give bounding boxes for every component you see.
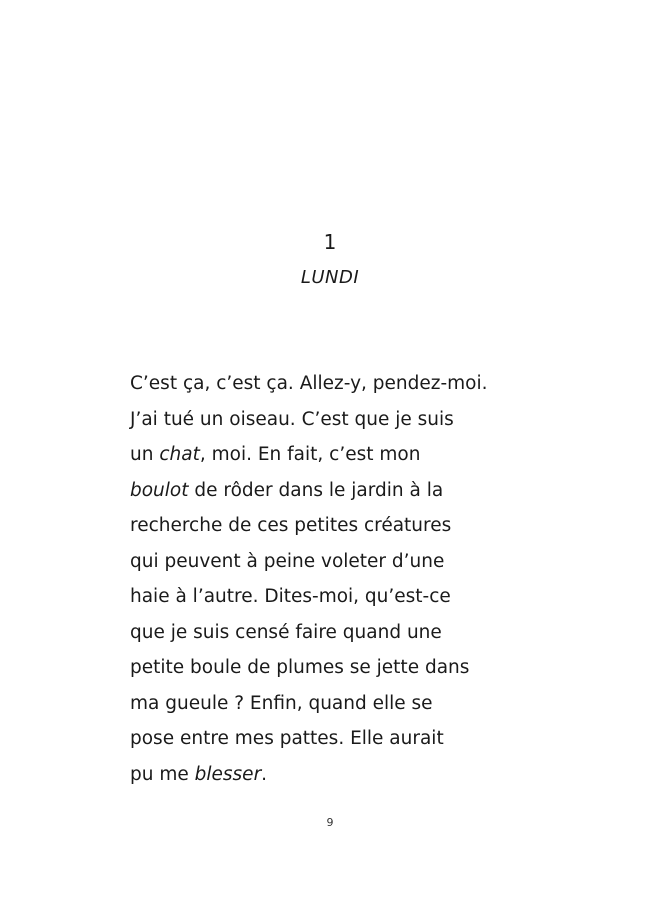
text-segment: . <box>261 763 268 785</box>
text-line <box>130 615 550 651</box>
text-segment: pose entre mes pattes. Elle aurait <box>130 728 444 749</box>
text-line <box>130 366 550 402</box>
text-segment: qui peuvent à peine voleter d’une <box>130 550 445 572</box>
text-segment: petite boule de plumes se jette dans <box>130 657 470 678</box>
text-line <box>130 721 550 757</box>
body-paragraph <box>130 366 550 792</box>
text-line <box>130 402 550 438</box>
text-segment: ma gueule ? Enfin, quand elle se <box>130 692 433 714</box>
text-line <box>130 544 550 580</box>
chapter-number: 1 <box>323 230 337 254</box>
text-segment: que je suis censé faire quand une <box>130 621 442 643</box>
text-line <box>130 757 550 793</box>
text-segment: un <box>130 444 160 465</box>
chapter-title: LUNDI <box>300 267 360 288</box>
text-segment: C’est ça, c’est ça. Allez-y, pendez-moi. <box>130 373 488 394</box>
italic-text: boulot <box>130 479 189 501</box>
text-segment: haie à l’autre. Dites-moi, qu’est-ce <box>130 586 451 607</box>
text-line <box>130 508 550 544</box>
text-line <box>130 686 550 722</box>
text-line <box>130 579 550 615</box>
text-segment: , moi. En fait, c’est mon <box>199 444 421 465</box>
text-segment: recherche de ces petites créatures <box>130 515 452 536</box>
italic-text: chat <box>159 444 200 465</box>
page-number: 9 <box>326 816 334 829</box>
text-segment: J’ai tué un oiseau. C’est que je suis <box>130 408 454 430</box>
text-segment: de rôder dans le jardin à la <box>188 479 444 501</box>
text-line <box>130 473 550 509</box>
italic-text: blesser <box>194 763 262 785</box>
text-line <box>130 437 550 473</box>
text-segment: pu me <box>130 763 195 785</box>
text-line <box>130 650 550 686</box>
